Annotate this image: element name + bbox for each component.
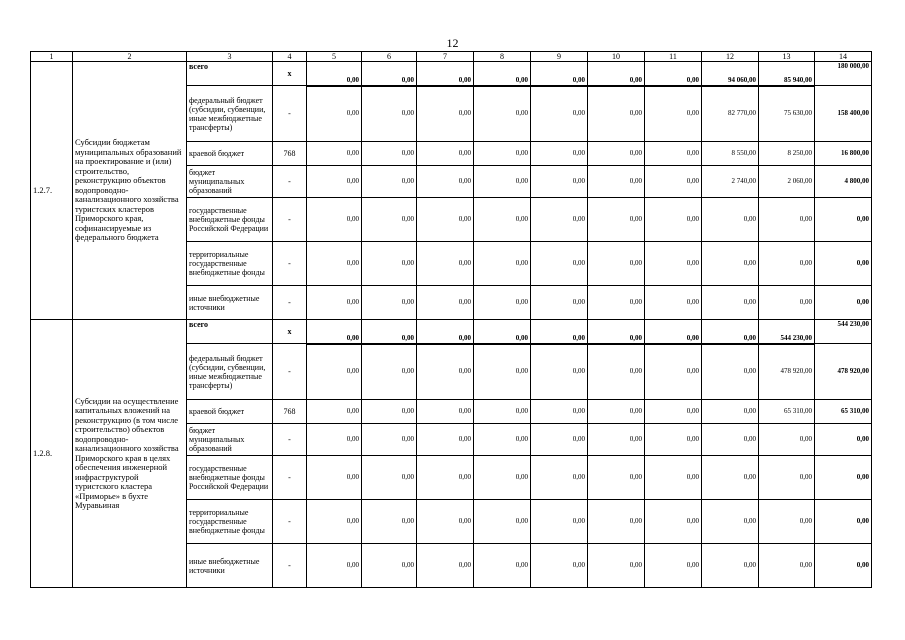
value-cell: 0,00 bbox=[531, 166, 588, 198]
value-cell: 0,00 bbox=[531, 242, 588, 286]
budget-code: - bbox=[273, 424, 307, 456]
value-cell: 0,00 bbox=[759, 242, 815, 286]
value-cell: 0,00 bbox=[307, 242, 362, 286]
value-cell: 0,00 bbox=[702, 344, 759, 400]
value-cell: 0,00 bbox=[474, 62, 531, 86]
budget-code: - bbox=[273, 500, 307, 544]
value-cell: 0,00 bbox=[362, 320, 417, 344]
budget-code: - bbox=[273, 344, 307, 400]
value-cell: 0,00 bbox=[417, 500, 474, 544]
value-cell: 0,00 bbox=[645, 400, 702, 424]
value-cell: 0,00 bbox=[417, 62, 474, 86]
total-cell: 0,00 bbox=[815, 286, 872, 320]
page-number: 12 bbox=[446, 36, 459, 50]
total-cell: 4 800,00 bbox=[815, 166, 872, 198]
budget-table bbox=[30, 51, 872, 588]
total-cell: 16 800,00 bbox=[815, 142, 872, 166]
value-cell: 0,00 bbox=[645, 320, 702, 344]
column-header: 10 bbox=[588, 52, 645, 62]
budget-code: - bbox=[273, 86, 307, 142]
value-cell: 0,00 bbox=[759, 286, 815, 320]
value-cell: 0,00 bbox=[645, 286, 702, 320]
total-cell: 544 230,00 bbox=[815, 320, 872, 344]
column-header: 6 bbox=[362, 52, 417, 62]
column-header: 4 bbox=[273, 52, 307, 62]
value-cell: 0,00 bbox=[474, 198, 531, 242]
value-cell: 0,00 bbox=[588, 286, 645, 320]
value-cell: 0,00 bbox=[702, 198, 759, 242]
value-cell: 0,00 bbox=[417, 286, 474, 320]
value-cell: 0,00 bbox=[362, 142, 417, 166]
value-cell: 0,00 bbox=[645, 166, 702, 198]
value-cell: 0,00 bbox=[362, 456, 417, 500]
funding-source: краевой бюджет bbox=[187, 142, 273, 166]
value-cell: 0,00 bbox=[531, 62, 588, 86]
value-cell: 0,00 bbox=[362, 198, 417, 242]
value-cell: 0,00 bbox=[417, 86, 474, 142]
value-cell: 0,00 bbox=[588, 320, 645, 344]
column-header: 11 bbox=[645, 52, 702, 62]
column-header: 3 bbox=[187, 52, 273, 62]
value-cell: 82 770,00 bbox=[702, 86, 759, 142]
funding-source: бюджет муниципальных образований bbox=[187, 166, 273, 198]
value-cell: 0,00 bbox=[307, 500, 362, 544]
value-cell: 0,00 bbox=[362, 424, 417, 456]
budget-code: - bbox=[273, 166, 307, 198]
value-cell: 0,00 bbox=[307, 344, 362, 400]
column-header: 9 bbox=[531, 52, 588, 62]
value-cell: 0,00 bbox=[307, 424, 362, 456]
value-cell: 0,00 bbox=[474, 424, 531, 456]
value-cell: 0,00 bbox=[702, 320, 759, 344]
value-cell: 478 920,00 bbox=[759, 344, 815, 400]
value-cell: 0,00 bbox=[307, 142, 362, 166]
funding-source: федеральный бюджет (субсидии, субвенции, иные межбюджетные трансферты) bbox=[187, 344, 273, 400]
value-cell: 0,00 bbox=[474, 320, 531, 344]
value-cell: 0,00 bbox=[702, 400, 759, 424]
value-cell: 75 630,00 bbox=[759, 86, 815, 142]
value-cell: 0,00 bbox=[531, 286, 588, 320]
value-cell: 0,00 bbox=[759, 424, 815, 456]
value-cell: 0,00 bbox=[307, 400, 362, 424]
value-cell: 0,00 bbox=[307, 198, 362, 242]
value-cell: 0,00 bbox=[417, 242, 474, 286]
value-cell: 0,00 bbox=[588, 456, 645, 500]
value-cell: 0,00 bbox=[759, 544, 815, 588]
total-cell: 0,00 bbox=[815, 198, 872, 242]
total-cell: 0,00 bbox=[815, 500, 872, 544]
funding-source: территориальные государственные внебюджетные фонды bbox=[187, 242, 273, 286]
value-cell: 0,00 bbox=[474, 500, 531, 544]
funding-source: территориальные государственные внебюджетные фонды bbox=[187, 500, 273, 544]
value-cell: 0,00 bbox=[417, 344, 474, 400]
funding-source: государственные внебюджетные фонды Российской Федерации bbox=[187, 198, 273, 242]
value-cell: 0,00 bbox=[417, 424, 474, 456]
value-cell: 85 940,00 bbox=[759, 62, 815, 86]
value-cell: 2 740,00 bbox=[702, 166, 759, 198]
value-cell: 0,00 bbox=[531, 86, 588, 142]
section-description: Субсидии на осуществление капитальных вложений на реконструкцию (в том числе строительство) объектов водопроводно-канализационного хозяйства Приморского края в целях обеспечения инженерной инфраструктурой туристского кластера «Приморье» в бухте Муравьиная bbox=[73, 320, 187, 588]
value-cell: 0,00 bbox=[474, 344, 531, 400]
value-cell: 0,00 bbox=[362, 344, 417, 400]
value-cell: 0,00 bbox=[417, 400, 474, 424]
value-cell: 0,00 bbox=[474, 242, 531, 286]
value-cell: 0,00 bbox=[759, 198, 815, 242]
value-cell: 0,00 bbox=[588, 86, 645, 142]
total-cell: 0,00 bbox=[815, 424, 872, 456]
funding-source: всего bbox=[187, 320, 273, 344]
value-cell: 0,00 bbox=[362, 166, 417, 198]
value-cell: 0,00 bbox=[307, 456, 362, 500]
value-cell: 0,00 bbox=[645, 198, 702, 242]
value-cell: 0,00 bbox=[645, 424, 702, 456]
value-cell: 0,00 bbox=[588, 544, 645, 588]
value-cell: 0,00 bbox=[531, 456, 588, 500]
value-cell: 0,00 bbox=[588, 166, 645, 198]
section-description: Субсидии бюджетам муниципальных образований на проектирование и (или) строительство, реконструкцию объектов водопроводно-канализационного хозяйства туристских кластеров Приморского края, софинансируемые из федерального бюджета bbox=[73, 62, 187, 320]
budget-code: - bbox=[273, 544, 307, 588]
value-cell: 0,00 bbox=[531, 320, 588, 344]
value-cell: 0,00 bbox=[362, 400, 417, 424]
value-cell: 0,00 bbox=[362, 544, 417, 588]
value-cell: 0,00 bbox=[531, 500, 588, 544]
value-cell: 0,00 bbox=[417, 544, 474, 588]
value-cell: 0,00 bbox=[417, 142, 474, 166]
value-cell: 0,00 bbox=[474, 544, 531, 588]
value-cell: 0,00 bbox=[588, 500, 645, 544]
value-cell: 0,00 bbox=[645, 344, 702, 400]
value-cell: 94 060,00 bbox=[702, 62, 759, 86]
value-cell: 0,00 bbox=[588, 424, 645, 456]
value-cell: 0,00 bbox=[531, 344, 588, 400]
total-cell: 0,00 bbox=[815, 544, 872, 588]
total-cell: 478 920,00 bbox=[815, 344, 872, 400]
value-cell: 0,00 bbox=[307, 166, 362, 198]
value-cell: 0,00 bbox=[474, 86, 531, 142]
value-cell: 0,00 bbox=[702, 286, 759, 320]
value-cell: 0,00 bbox=[531, 142, 588, 166]
funding-source: бюджет муниципальных образований bbox=[187, 424, 273, 456]
value-cell: 0,00 bbox=[588, 62, 645, 86]
total-cell: 0,00 bbox=[815, 242, 872, 286]
value-cell: 0,00 bbox=[417, 320, 474, 344]
value-cell: 0,00 bbox=[759, 500, 815, 544]
column-header: 7 bbox=[417, 52, 474, 62]
value-cell: 0,00 bbox=[531, 424, 588, 456]
value-cell: 0,00 bbox=[362, 86, 417, 142]
value-cell: 2 060,00 bbox=[759, 166, 815, 198]
value-cell: 0,00 bbox=[588, 242, 645, 286]
value-cell: 65 310,00 bbox=[759, 400, 815, 424]
column-header: 2 bbox=[73, 52, 187, 62]
value-cell: 8 550,00 bbox=[702, 142, 759, 166]
budget-code: x bbox=[273, 320, 307, 344]
header-row bbox=[31, 52, 872, 62]
value-cell: 0,00 bbox=[645, 86, 702, 142]
value-cell: 0,00 bbox=[531, 544, 588, 588]
total-cell: 180 000,00 bbox=[815, 62, 872, 86]
value-cell: 544 230,00 bbox=[759, 320, 815, 344]
budget-code: 768 bbox=[273, 142, 307, 166]
value-cell: 0,00 bbox=[474, 166, 531, 198]
funding-source: иные внебюджетные источники bbox=[187, 544, 273, 588]
column-header: 12 bbox=[702, 52, 759, 62]
funding-source: государственные внебюджетные фонды Российской Федерации bbox=[187, 456, 273, 500]
value-cell: 0,00 bbox=[588, 142, 645, 166]
value-cell: 0,00 bbox=[362, 500, 417, 544]
value-cell: 0,00 bbox=[362, 62, 417, 86]
funding-source: федеральный бюджет (субсидии, субвенции, иные межбюджетные трансферты) bbox=[187, 86, 273, 142]
value-cell: 0,00 bbox=[307, 286, 362, 320]
budget-code: 768 bbox=[273, 400, 307, 424]
value-cell: 0,00 bbox=[588, 400, 645, 424]
section-total-row bbox=[31, 320, 872, 344]
funding-source: иные внебюджетные источники bbox=[187, 286, 273, 320]
section-total-row bbox=[31, 62, 872, 86]
value-cell: 0,00 bbox=[362, 286, 417, 320]
value-cell: 0,00 bbox=[645, 456, 702, 500]
value-cell: 0,00 bbox=[474, 142, 531, 166]
value-cell: 0,00 bbox=[474, 286, 531, 320]
budget-code: - bbox=[273, 198, 307, 242]
value-cell: 0,00 bbox=[307, 86, 362, 142]
value-cell: 0,00 bbox=[702, 424, 759, 456]
value-cell: 0,00 bbox=[645, 142, 702, 166]
column-header: 8 bbox=[474, 52, 531, 62]
value-cell: 0,00 bbox=[702, 242, 759, 286]
value-cell: 0,00 bbox=[362, 242, 417, 286]
value-cell: 0,00 bbox=[307, 62, 362, 86]
value-cell: 0,00 bbox=[307, 544, 362, 588]
funding-source: всего bbox=[187, 62, 273, 86]
value-cell: 0,00 bbox=[417, 456, 474, 500]
total-cell: 158 400,00 bbox=[815, 86, 872, 142]
total-cell: 0,00 bbox=[815, 456, 872, 500]
funding-source: краевой бюджет bbox=[187, 400, 273, 424]
budget-code: - bbox=[273, 456, 307, 500]
section-index: 1.2.8. bbox=[31, 320, 73, 588]
budget-code: - bbox=[273, 286, 307, 320]
value-cell: 0,00 bbox=[702, 544, 759, 588]
value-cell: 0,00 bbox=[474, 456, 531, 500]
value-cell: 0,00 bbox=[307, 320, 362, 344]
column-header: 14 bbox=[815, 52, 872, 62]
value-cell: 8 250,00 bbox=[759, 142, 815, 166]
value-cell: 0,00 bbox=[759, 456, 815, 500]
column-header: 1 bbox=[31, 52, 73, 62]
value-cell: 0,00 bbox=[645, 242, 702, 286]
value-cell: 0,00 bbox=[645, 500, 702, 544]
value-cell: 0,00 bbox=[417, 198, 474, 242]
value-cell: 0,00 bbox=[645, 62, 702, 86]
value-cell: 0,00 bbox=[474, 400, 531, 424]
value-cell: 0,00 bbox=[417, 166, 474, 198]
budget-code: - bbox=[273, 242, 307, 286]
column-header: 5 bbox=[307, 52, 362, 62]
section-index: 1.2.7. bbox=[31, 62, 73, 320]
value-cell: 0,00 bbox=[702, 456, 759, 500]
value-cell: 0,00 bbox=[645, 544, 702, 588]
value-cell: 0,00 bbox=[588, 344, 645, 400]
value-cell: 0,00 bbox=[588, 198, 645, 242]
column-header: 13 bbox=[759, 52, 815, 62]
budget-code: x bbox=[273, 62, 307, 86]
value-cell: 0,00 bbox=[702, 500, 759, 544]
value-cell: 0,00 bbox=[531, 198, 588, 242]
value-cell: 0,00 bbox=[531, 400, 588, 424]
total-cell: 65 310,00 bbox=[815, 400, 872, 424]
